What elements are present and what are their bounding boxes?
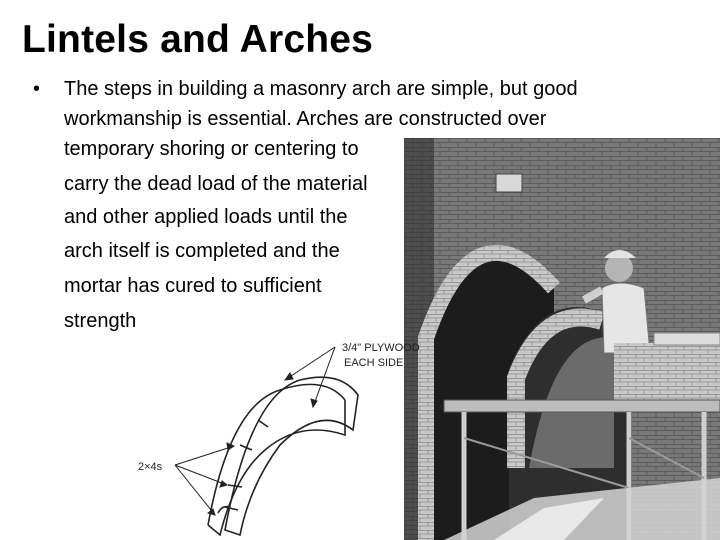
plywood-label-sub: EACH SIDE xyxy=(344,357,404,369)
slide-title: Lintels and Arches xyxy=(22,18,374,61)
bullet-line: temporary shoring or centering to xyxy=(64,138,359,160)
bullet-line: workmanship is essential. Arches are constructed over xyxy=(64,108,547,130)
bullet-marker: • xyxy=(33,78,41,100)
arch-construction-photo xyxy=(404,138,720,540)
bullet-line: strength xyxy=(64,310,137,332)
studs-label: 2×4s xyxy=(138,461,163,473)
centering-diagram xyxy=(130,335,420,540)
bullet-line: carry the dead load of the material xyxy=(64,173,368,195)
bullet-line: and other applied loads until the xyxy=(64,206,348,228)
plywood-label: 3/4" PLYWOOD xyxy=(342,342,420,354)
bullet-line: The steps in building a masonry arch are simple, but good xyxy=(64,78,578,100)
bullet-line: mortar has cured to sufficient xyxy=(64,275,322,297)
bullet-line: arch itself is completed and the xyxy=(64,240,340,262)
